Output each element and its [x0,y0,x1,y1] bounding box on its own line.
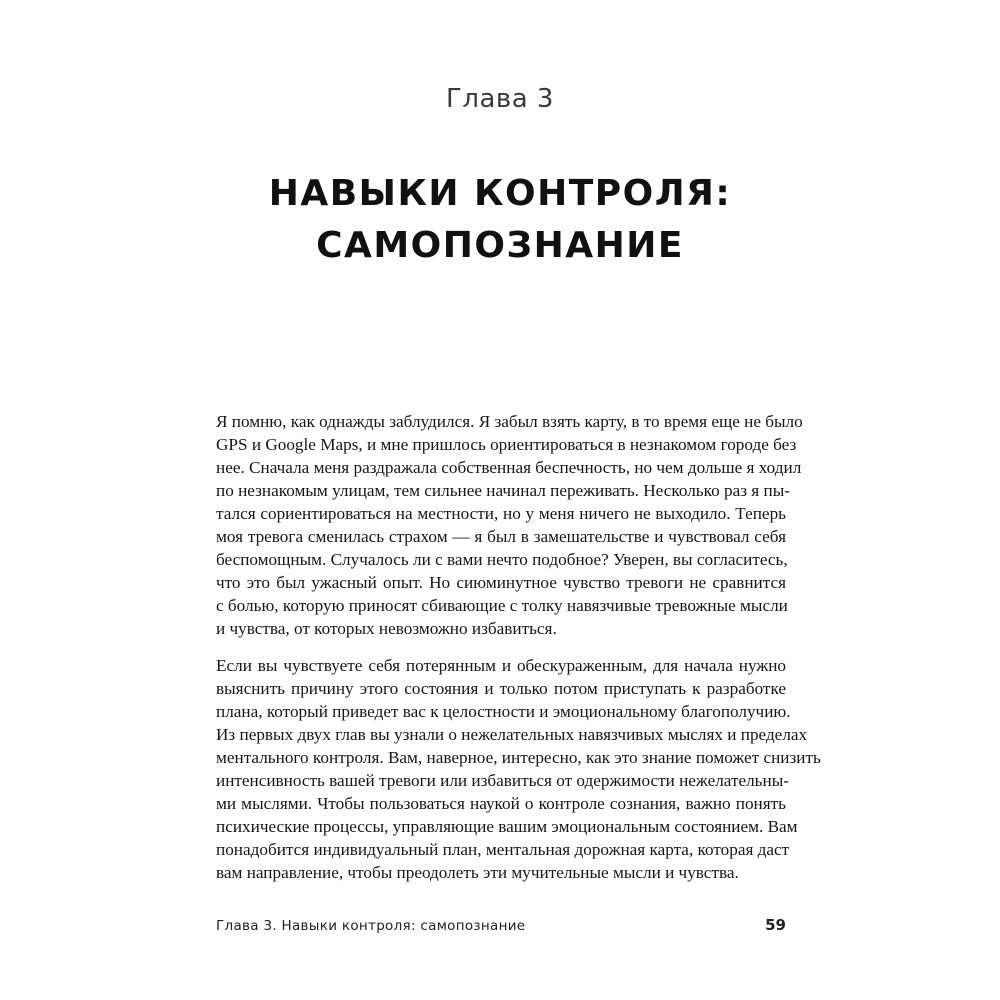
body-text [216,410,821,884]
text-line: интенсивность вашей тревоги или избавиться от одержимости нежелательны- [216,771,789,790]
running-title: Глава 3. Навыки контроля: самопознание [216,918,526,934]
text-line: Из первых двух глав вы узнали о нежелательных навязчивых мыслях и пределах [216,725,808,744]
paragraph [216,410,803,640]
page-number: 59 [765,916,786,934]
chapter-title-line: САМОПОЗНАНИЕ [316,225,684,266]
text-line: Если вы чувствуете себя потерянным и обескураженным, для начала нужно [216,656,786,675]
text-line: и чувства, от которых невозможно избавиться. [216,619,557,638]
text-line: по незнакомым улицам, тем сильнее начинал переживать. Несколько раз я пы- [216,481,790,500]
text-line: психические процессы, управляющие вашим эмоциональным состоянием. Вам [216,817,798,836]
paragraph [216,654,821,884]
chapter-title [0,168,1000,272]
text-line: с болью, которую приносят сбивающие с толку навязчивые тревожные мысли [216,596,788,615]
text-line: вам направление, чтобы преодолеть эти мучительные мысли и чувства. [216,863,739,882]
text-line: что это был ужасный опыт. Но сиюминутное чувство тревоги не сравнится [216,573,786,592]
chapter-title-line: НАВЫКИ КОНТРОЛЯ: [268,173,732,214]
text-line: выяснить причину этого состояния и только потом приступать к разработке [216,679,786,698]
text-line: Я помню, как однажды заблудился. Я забыл взять карту, в то время еще не было [216,412,803,431]
text-line: нее. Сначала меня раздражала собственная беспечность, но чем дольше я ходил [216,458,802,477]
chapter-label: Глава 3 [446,84,554,114]
text-line: тался сориентироваться на местности, но у меня ничего не выходило. Теперь [216,504,786,523]
text-line: понадобится индивидуальный план, ментальная дорожная карта, которая даст [216,840,790,859]
text-line: ментального контроля. Вам, наверное, интересно, как это знание поможет снизить [216,748,821,767]
paragraph-gap [216,640,786,654]
text-line: ми мыслями. Чтобы пользоваться наукой о контроле сознания, важно понять [216,794,786,813]
text-line: беспомощным. Случалось ли с вами нечто подобное? Уверен, вы согласитесь, [216,550,788,569]
text-line: моя тревога сменилась страхом — я был в замешательстве и чувствовал себя [216,527,786,546]
text-line: GPS и Google Maps, и мне пришлось ориентироваться в незнакомом городе без [216,435,797,454]
page-footer [216,916,786,938]
text-line: плана, который приведет вас к целостности и эмоциональному благополучию. [216,702,791,721]
